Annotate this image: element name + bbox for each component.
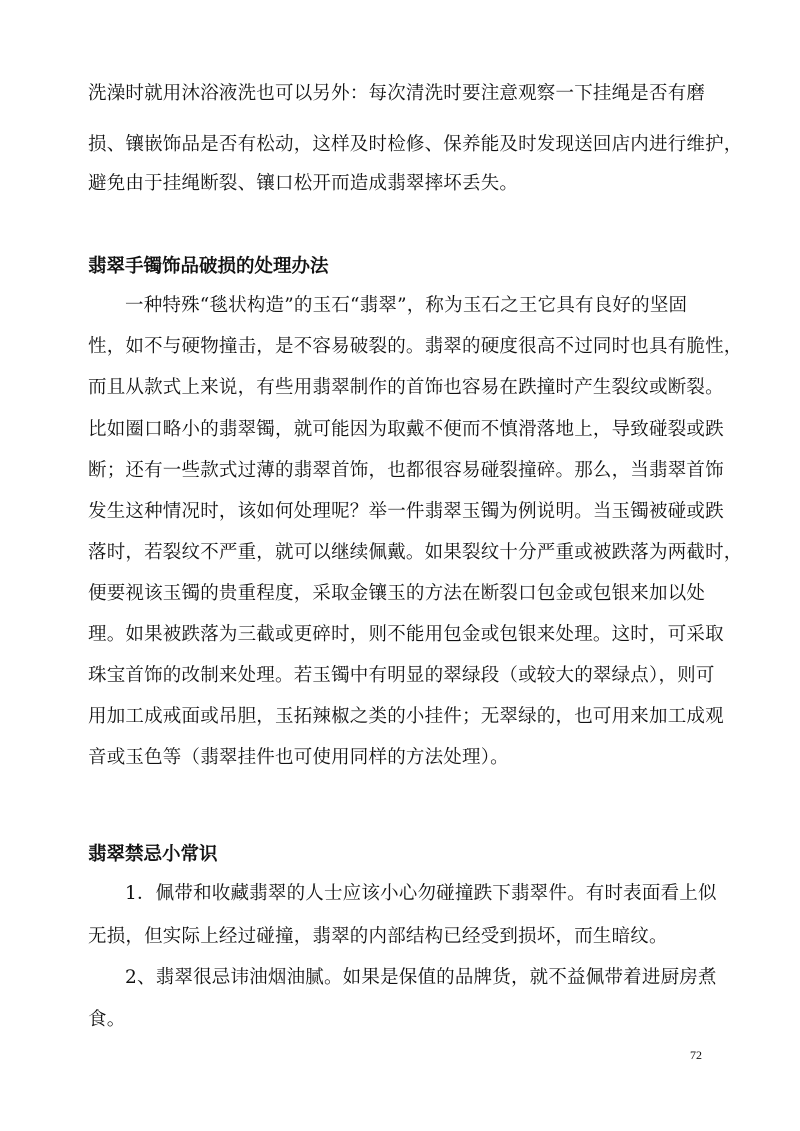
paragraph-line: 1．佩带和收藏翡翠的人士应该小心勿碰撞跌下翡翠件。有时表面看上似 [125, 883, 717, 904]
paragraph-line: 食。 [88, 1009, 126, 1030]
paragraph-line: 理。如果被跌落为三截或更碎时，则不能用包金或包银来处理。这时，可采取 [88, 624, 724, 645]
paragraph-line: 2、翡翠很忌讳油烟油腻。如果是保值的品牌货，就不益佩带着进厨房煮 [125, 967, 717, 988]
paragraph-line: 无损，但实际上经过碰撞，翡翠的内部结构已经受到损坏，而生暗纹。 [88, 926, 668, 947]
intro-line: 损、镶嵌饰品是否有松动，这样及时检修、保养能及时发现送回店内进行维护， [88, 134, 743, 155]
paragraph-line: 发生这种情况时，该如何处理呢？举一件翡翠玉镯为例说明。当玉镯被碰或跌 [88, 501, 724, 522]
section-heading: 翡翠禁忌小常识 [88, 844, 218, 865]
section-heading: 翡翠手镯饰品破损的处理办法 [88, 256, 329, 277]
paragraph-line: 落时，若裂纹不严重，就可以继续佩戴。如果裂纹十分严重或被跌落为两截时， [88, 542, 743, 563]
paragraph-line: 性，如不与硬物撞击，是不容易破裂的。翡翠的硬度很高不过同时也具有脆性， [88, 336, 743, 357]
paragraph-line: 一种特殊“毯状构造”的玉石“翡翠”，称为玉石之王它具有良好的坚固 [125, 295, 688, 316]
paragraph-line: 珠宝首饰的改制来处理。若玉镯中有明显的翠绿段（或较大的翠绿点），则可 [88, 665, 715, 686]
paragraph-line: 便要视该玉镯的贵重程度，采取金镶玉的方法在断裂口包金或包银来加以处 [88, 583, 706, 604]
intro-line: 洗澡时就用沐浴液洗也可以另外：每次清洗时要注意观察一下挂绳是否有磨 [88, 83, 706, 104]
intro-line: 避免由于挂绳断裂、镶口松开而造成翡翠摔坏丢失。 [88, 173, 519, 194]
paragraph-line: 而且从款式上来说，有些用翡翠制作的首饰也容易在跌撞时产生裂纹或断裂。 [88, 377, 724, 398]
paragraph-line: 音或玉色等（翡翠挂件也可使用同样的方法处理）。 [88, 747, 509, 768]
paragraph-line: 断；还有一些款式过薄的翡翠首饰，也都很容易碰裂撞碎。那么，当翡翠首饰 [88, 460, 724, 481]
page-number: 72 [690, 1048, 702, 1062]
paragraph-line: 用加工成戒面或吊胆，玉拓辣椒之类的小挂件；无翠绿的，也可用来加工成观 [88, 706, 724, 727]
paragraph-line: 比如圈口略小的翡翠镯，就可能因为取戴不便而不慎滑落地上，导致碰裂或跌 [88, 419, 724, 440]
